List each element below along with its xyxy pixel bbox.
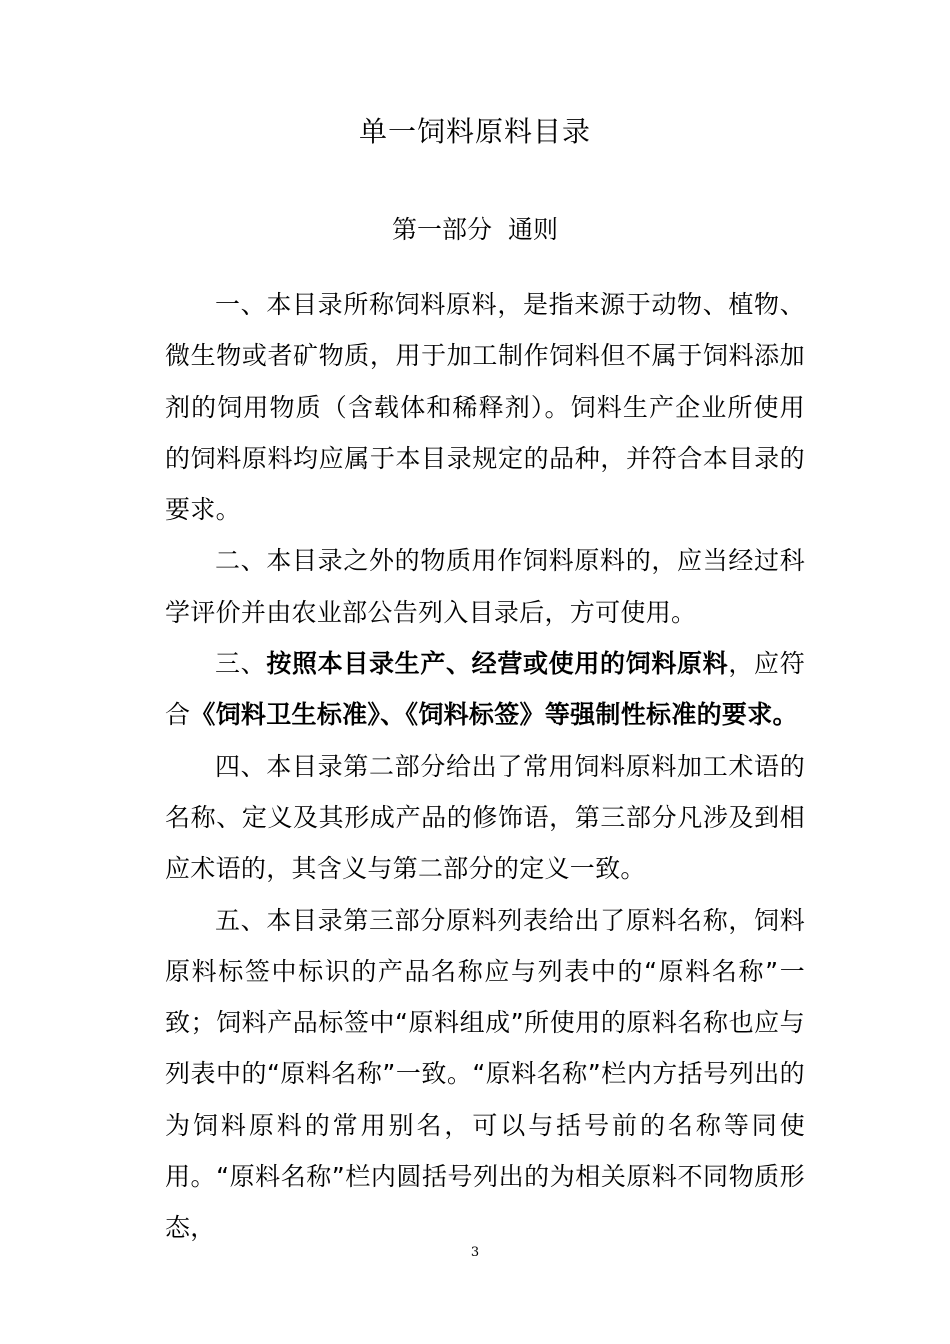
paragraph-3-middle: ，应符合	[165, 649, 805, 730]
paragraph-2: 二、本目录之外的物质用作饲料原料的，应当经过科学评价并由农业部公告列入目录后，方可使用。	[165, 546, 805, 627]
body-text	[165, 279, 805, 1254]
paragraph-3-prefix: 三、	[215, 649, 267, 679]
paragraph-4: 四、本目录第二部分给出了常用饲料原料加工术语的名称、定义及其形成产品的修饰语，第三部分凡涉及到相应术语的，其含义与第二部分的定义一致。	[165, 751, 805, 884]
paragraph-3	[165, 638, 805, 741]
paragraph-3-bold-phrase-1: 按照本目录生产、经营或使用的饲料原料	[266, 649, 729, 679]
paragraph-5: 五、本目录第三部分原料列表给出了原料名称，饲料原料标签中标识的产品名称应与列表中的“原料名称”一致；饲料产品标签中“原料组成”所使用的原料名称也应与列表中的“原料名称”一致。“原料名称”栏内方括号列出的为饲料原料的常用别名，可以与括号前的名称等同使用。“原料名称”栏内圆括号列出的为相关原料不同物质形态，	[165, 905, 805, 1243]
page-number: 3	[470, 1245, 480, 1260]
section-title: 第一部分 通则	[392, 215, 558, 244]
paragraph-1: 一、本目录所称饲料原料，是指来源于动物、植物、微生物或者矿物质，用于加工制作饲料但不属于饲料添加剂的饲用物质（含载体和稀释剂）。饲料生产企业所使用的饲料原料均应属于本目录规定的品种，并符合本目录的要求。	[165, 290, 805, 525]
paragraph-3-bold-phrase-2: 《饲料卫生标准》、《饲料标签》等强制性标准的要求。	[190, 700, 798, 730]
document-title: 单一饲料原料目录	[358, 115, 591, 148]
